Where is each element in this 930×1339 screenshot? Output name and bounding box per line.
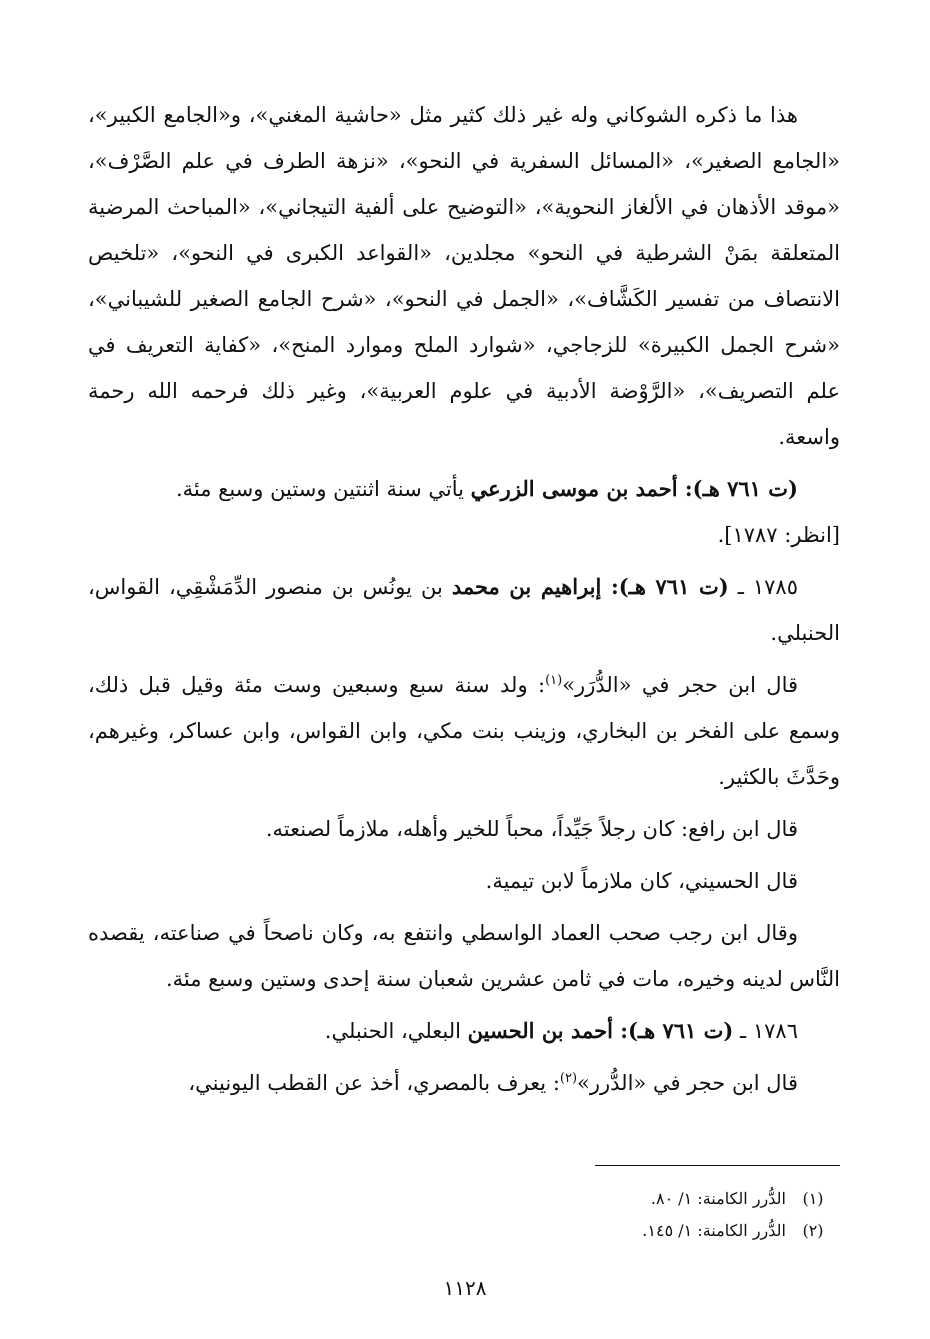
footnote-text: الدُّرر الكامنة: ١/ ١٤٥. (642, 1220, 786, 1240)
entry-ahmad-zarai (88, 466, 840, 558)
footnote-number: (٢) (802, 1220, 824, 1240)
paragraph-ibn-hajar-1 (88, 662, 840, 800)
paragraph-text: قال ابن حجر في «الدُّرر» (577, 1071, 798, 1095)
page-body (88, 92, 840, 1112)
entry-number: ١٧٨٦ ـ (733, 1019, 798, 1043)
paragraph-ibn-rajab: وقال ابن رجب صحب العماد الواسطي وانتفع به، وكان ناصحاً في صناعته، يقصده النَّاس لدينه وخيره، مات في ثامن عشرين شعبان سنة إحدى وستين وسبع مئة. (88, 921, 840, 991)
entry-text: يأتي سنة اثنتين وستين وسبع مئة. (175, 477, 471, 501)
entry-heading: (ت ٧٦١ هـ): أحمد بن الحسين (467, 1018, 734, 1043)
footnotes-section (88, 1165, 840, 1246)
paragraph-works-list: هذا ما ذكره الشوكاني وله غير ذلك كثير مثل «حاشية المغني»، و«الجامع الكبير»، «الجامع الصغير»، «المسائل السفرية في النحو»، «نزهة الطرف في علم الصَّرْف»، «موقد الأذهان في الألغاز النحوية»، «التوضيح على ألفية التيجاني»، «المباحث المرضية المتعلقة بمَنْ الشرطية في النحو» مجلدين، «القواعد الكبرى في النحو»، «تلخيص الانتصاف من تفسير الكَشَّاف»، «الجمل في النحو»، «شرح الجامع الصغير للشيباني»، «شرح الجمل الكبيرة» للزجاجي، «شوارد الملح وموارد المنح»، «كفاية التعريف في علم التصريف»، «الرَّوْضة الأدبية في علوم العربية»، وغير ذلك فرحمه الله رحمة واسعة. (88, 103, 840, 449)
entry-number: ١٧٨٥ ـ (728, 575, 798, 599)
footnote-text: الدُّرر الكامنة: ١/ ٨٠. (650, 1188, 786, 1208)
paragraph-ibn-hajar-2 (88, 1060, 840, 1106)
footnote-2 (88, 1214, 840, 1246)
footnote-1 (88, 1182, 840, 1214)
paragraph-husayni: قال الحسيني، كان ملازماً لابن تيمية. (485, 869, 798, 893)
footnote-ref-2[interactable]: (٢) (559, 1071, 578, 1086)
paragraph-text: : ولد سنة سبع وسبعين وست مئة وقيل قبل ذلك، وسمع على الفخر بن البخاري، وزينب بنت مكي، وابن القواس، وابن عساكر، وغيرهم، وحَدَّثَ بالكثير. (88, 673, 840, 789)
footnote-number: (١) (802, 1188, 824, 1208)
cross-reference: [انظر: ١٧٨٧]. (717, 523, 840, 547)
footnote-ref-1[interactable]: (١) (545, 673, 563, 688)
entry-text: بن يونُس بن منصور الدِّمَشْقِي، القواس، الحنبلي. (88, 575, 840, 645)
entry-1785 (88, 564, 840, 656)
paragraph-ibn-rafi: قال ابن رافع: كان رجلاً جَيِّداً، محباً للخير وأهله، ملازماً لصنعته. (265, 817, 798, 841)
page-number: ١١٢٨ (443, 1276, 487, 1300)
entry-1786 (88, 1008, 840, 1054)
paragraph-text: : يعرف بالمصري، أخذ عن القطب اليونيني، (188, 1071, 560, 1095)
paragraph-text: قال ابن حجر في «الدُّرَر» (562, 673, 799, 697)
entry-heading: (ت ٧٦١ هـ): أحمد بن موسى الزرعي (470, 476, 798, 501)
footnote-rule-mask (88, 1165, 595, 1168)
entry-text: البعلي، الحنبلي. (324, 1019, 468, 1043)
entry-heading: (ت ٧٦١ هـ): إبراهيم بن محمد (451, 574, 729, 599)
